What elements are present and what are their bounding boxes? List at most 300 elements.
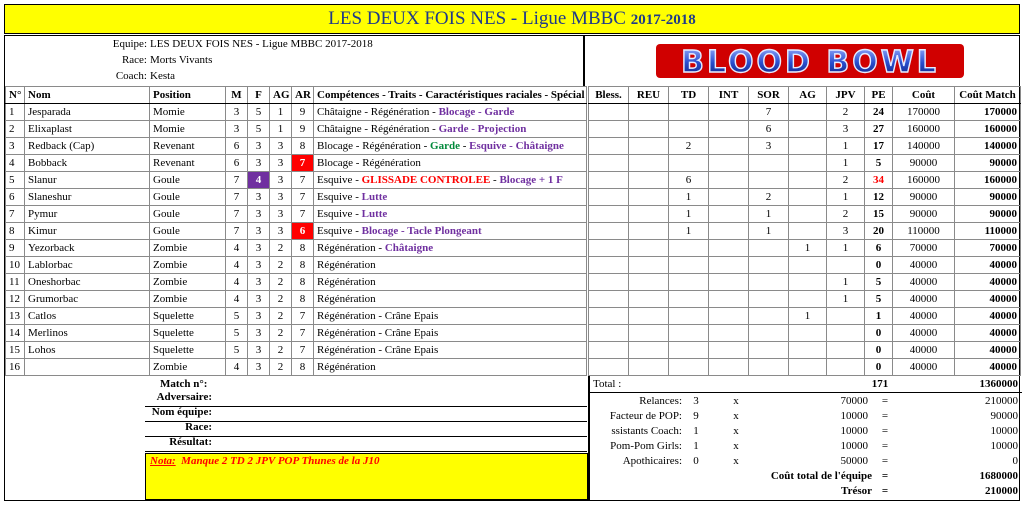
stat-sor: 7 [749,104,789,121]
stat-agp [789,223,827,240]
table-row [589,240,1021,257]
player-skills [314,240,587,257]
stat-match: 140000 [955,138,1021,155]
totals-row-label: Pom-Pom Girls: [610,440,682,452]
totals-row-label: Apothicaires: [622,455,682,467]
stat-match: 70000 [955,240,1021,257]
stat-jpv [827,342,865,359]
stat-td: 6 [669,172,709,189]
skill-text: Garde [430,140,460,152]
player-position: Zombie [150,359,226,376]
table-row [6,206,587,223]
table-header-row [589,87,1021,104]
stat-td [669,342,709,359]
stat-sor [749,308,789,325]
column-header: Position [150,87,226,104]
stat-ag: 3 [270,223,292,240]
stat-reu [629,121,669,138]
stat-reu [629,104,669,121]
stat-agp [789,342,827,359]
skill-text: Lutte [361,208,388,220]
stat-td: 1 [669,189,709,206]
tresor-label: Trésor [841,485,872,497]
player-position: Zombie [150,291,226,308]
stat-f: 3 [248,308,270,325]
stat-pe: 15 [865,206,893,223]
player-number: 6 [6,189,25,206]
stat-ag: 3 [270,206,292,223]
stat-agp: 1 [789,308,827,325]
player-skills [314,121,587,138]
player-number: 11 [6,274,25,291]
stat-agp [789,104,827,121]
table-row [589,359,1021,376]
column-header: REU [629,87,669,104]
stat-int [709,155,749,172]
stat-sor [749,155,789,172]
skill-text: GLISSADE CONTROLEE [361,174,491,186]
note-text: Manque 2 TD 2 JPV POP Thunes de la J10 [181,455,380,467]
stat-jpv: 1 [827,274,865,291]
stat-reu [629,189,669,206]
stat-pe: 20 [865,223,893,240]
total-cout: 1360000 [979,378,1018,390]
player-number: 4 [6,155,25,172]
column-header: SOR [749,87,789,104]
stat-td [669,274,709,291]
stat-ar: 7 [292,342,314,359]
totals-row-eq: = [881,425,889,437]
stat-jpv: 1 [827,155,865,172]
table-row [6,240,587,257]
player-name: Yezorback [25,240,150,257]
table-row [6,172,587,189]
table-row [6,104,587,121]
skill-text: Esquive - [317,191,362,203]
player-name: Grumorbac [25,291,150,308]
stat-pe: 17 [865,138,893,155]
player-number: 3 [6,138,25,155]
stat-f: 3 [248,342,270,359]
stat-td [669,257,709,274]
stat-ar: 8 [292,359,314,376]
player-name: Oneshorbac [25,274,150,291]
skill-text: Régénération - Crâne Epais [317,310,439,322]
player-number: 10 [6,257,25,274]
table-row [589,342,1021,359]
stat-pe: 0 [865,257,893,274]
stat-cout: 40000 [893,342,955,359]
stat-bless [589,274,629,291]
table-row [6,138,587,155]
totals-row-price: 10000 [840,425,868,437]
stat-cout: 90000 [893,189,955,206]
player-name: Jesparada [25,104,150,121]
player-number: 8 [6,223,25,240]
column-header: AG [270,87,292,104]
stat-match: 170000 [955,104,1021,121]
skill-text: - [459,140,470,152]
stat-pe: 27 [865,121,893,138]
totals-row [590,439,1022,454]
stat-cout: 70000 [893,240,955,257]
player-position: Zombie [150,257,226,274]
stat-reu [629,308,669,325]
stat-ar: 8 [292,138,314,155]
stat-jpv: 2 [827,172,865,189]
stat-bless [589,291,629,308]
stat-pe: 5 [865,155,893,172]
player-number: 2 [6,121,25,138]
stat-f: 3 [248,189,270,206]
stat-int [709,121,749,138]
stat-agp [789,189,827,206]
stat-bless [589,155,629,172]
cout-total-value: 1680000 [979,470,1018,482]
stat-match: 90000 [955,206,1021,223]
player-skills [314,189,587,206]
stat-int [709,104,749,121]
stat-reu [629,172,669,189]
resultat-label: Résultat: [169,436,212,448]
totals-row-qty: 0 [693,455,699,467]
stat-ag: 3 [270,155,292,172]
skill-text: Régénération - [317,242,385,254]
skill-text: Blocage - Régénération - [317,140,431,152]
totals-row-qty: 9 [693,410,699,422]
player-name: Slanur [25,172,150,189]
equipe-value: LES DEUX FOIS NES - Ligue MBBC 2017-2018 [150,38,373,50]
totals-row-price: 10000 [840,440,868,452]
stat-sor [749,291,789,308]
stat-bless [589,138,629,155]
stat-m: 4 [226,257,248,274]
stat-int [709,308,749,325]
player-number: 15 [6,342,25,359]
stat-m: 4 [226,240,248,257]
stat-agp [789,172,827,189]
stat-agp [789,138,827,155]
stat-sor [749,257,789,274]
stat-bless [589,342,629,359]
stat-cout: 40000 [893,359,955,376]
stat-f: 3 [248,223,270,240]
stat-pe: 0 [865,342,893,359]
table-row [6,308,587,325]
stat-f: 3 [248,291,270,308]
race-match-label: Race: [185,421,212,433]
stat-reu [629,359,669,376]
stat-f: 5 [248,104,270,121]
player-position: Zombie [150,240,226,257]
stat-int [709,206,749,223]
player-name: Lohos [25,342,150,359]
totals-row-eq: = [881,410,889,422]
title-main: LES DEUX FOIS NES - Ligue MBBC [328,8,626,29]
stat-f: 3 [248,359,270,376]
skill-text: Garde - Projection [438,123,527,135]
stat-m: 5 [226,325,248,342]
stat-jpv: 2 [827,206,865,223]
stat-agp [789,155,827,172]
table-row [589,104,1021,121]
totals-row-x: x [733,395,739,407]
stat-agp [789,359,827,376]
stat-ag: 2 [270,257,292,274]
skill-text: - [490,174,500,186]
stat-bless [589,172,629,189]
stat-ag: 1 [270,121,292,138]
stat-bless [589,189,629,206]
stat-f: 3 [248,325,270,342]
stat-agp [789,291,827,308]
table-row [6,359,587,376]
stat-reu [629,274,669,291]
stat-ag: 3 [270,189,292,206]
stat-f: 3 [248,206,270,223]
stat-m: 7 [226,223,248,240]
totals-row-label: ssistants Coach: [611,425,682,437]
stat-td [669,359,709,376]
column-header: Nom [25,87,150,104]
stat-bless [589,121,629,138]
player-skills [314,104,587,121]
adversaire-label: Adversaire: [156,391,212,403]
note-box [145,453,588,500]
table-row [589,274,1021,291]
cout-total-label: Coût total de l'équipe [770,470,872,482]
column-header: INT [709,87,749,104]
stat-f: 3 [248,155,270,172]
skill-text: Régénération [317,293,376,305]
player-name: Slaneshur [25,189,150,206]
stat-match: 40000 [955,325,1021,342]
player-position: Goule [150,189,226,206]
stat-td [669,325,709,342]
race-label: Race: [121,54,147,66]
stat-m: 4 [226,274,248,291]
stat-reu [629,223,669,240]
player-skills [314,223,587,240]
stat-int [709,138,749,155]
stat-f: 4 [248,172,270,189]
player-number: 14 [6,325,25,342]
stat-m: 4 [226,359,248,376]
table-row [6,155,587,172]
totals-row [590,409,1022,424]
table-row [589,189,1021,206]
stat-td [669,308,709,325]
stat-jpv: 1 [827,189,865,206]
player-number: 12 [6,291,25,308]
team-info [5,36,585,86]
stat-bless [589,325,629,342]
column-header: Bless. [589,87,629,104]
stat-ar: 7 [292,189,314,206]
stat-td [669,121,709,138]
player-number: 5 [6,172,25,189]
stat-agp: 1 [789,240,827,257]
stat-ar: 8 [292,257,314,274]
table-row [589,257,1021,274]
stat-reu [629,240,669,257]
stat-sor: 1 [749,223,789,240]
column-header: M [226,87,248,104]
stat-ar: 7 [292,206,314,223]
totals-row-total: 10000 [990,440,1018,452]
stat-bless [589,359,629,376]
totals-row-total: 90000 [990,410,1018,422]
stat-ar: 8 [292,274,314,291]
player-position: Momie [150,121,226,138]
stat-ar: 9 [292,104,314,121]
stat-sor [749,342,789,359]
column-header: F [248,87,270,104]
stat-f: 3 [248,274,270,291]
note-label: Nota: [150,455,176,467]
column-header: Coût Match [955,87,1021,104]
stat-cout: 90000 [893,206,955,223]
stat-ag: 2 [270,342,292,359]
coach-value: Kesta [150,70,176,82]
stat-cout: 170000 [893,104,955,121]
stat-sor: 6 [749,121,789,138]
player-skills [314,138,587,155]
skill-text: Blocage - Garde [438,106,515,118]
stat-agp [789,121,827,138]
stat-match: 90000 [955,189,1021,206]
stat-int [709,240,749,257]
totals-row-label: Relances: [639,395,682,407]
stat-jpv: 1 [827,138,865,155]
stat-f: 3 [248,257,270,274]
stat-sor [749,325,789,342]
player-name: Kimur [25,223,150,240]
stat-pe: 6 [865,240,893,257]
player-name: Merlinos [25,325,150,342]
table-row [589,172,1021,189]
players-table-left [5,86,587,376]
skill-text: Régénération - Crâne Epais [317,327,439,339]
stat-ag: 3 [270,172,292,189]
column-header: AR [292,87,314,104]
table-row [6,121,587,138]
stat-int [709,325,749,342]
stat-int [709,359,749,376]
skill-text: Esquive - [317,174,362,186]
stat-cout: 160000 [893,172,955,189]
totals-row-x: x [733,410,739,422]
stat-m: 7 [226,172,248,189]
stat-int [709,223,749,240]
total-pe: 171 [871,378,889,390]
skill-text: Régénération [317,361,376,373]
totals-row-eq: = [881,440,889,452]
player-name: Elixaplast [25,121,150,138]
table-row [589,223,1021,240]
stat-pe: 5 [865,274,893,291]
totals-row-eq: = [881,395,889,407]
stat-match: 40000 [955,342,1021,359]
stat-ar: 8 [292,291,314,308]
stat-ag: 2 [270,274,292,291]
stat-reu [629,155,669,172]
player-position: Squelette [150,342,226,359]
stat-f: 3 [248,240,270,257]
player-name: Redback (Cap) [25,138,150,155]
skill-text: Châtaigne - Régénération - [317,123,439,135]
stat-bless [589,240,629,257]
stat-f: 5 [248,121,270,138]
stat-jpv [827,359,865,376]
stat-bless [589,223,629,240]
stat-sor: 2 [749,189,789,206]
player-skills [314,206,587,223]
player-skills [314,155,587,172]
stat-match: 40000 [955,291,1021,308]
stat-jpv: 3 [827,223,865,240]
stat-td [669,155,709,172]
skill-text: Régénération [317,259,376,271]
player-position: Goule [150,206,226,223]
stat-cout: 160000 [893,121,955,138]
stat-jpv [827,308,865,325]
player-number: 1 [6,104,25,121]
player-skills [314,257,587,274]
stat-m: 6 [226,138,248,155]
stat-match: 160000 [955,172,1021,189]
players-table-right [588,86,1021,376]
stat-ag: 1 [270,104,292,121]
stat-m: 5 [226,342,248,359]
stat-bless [589,308,629,325]
player-skills [314,291,587,308]
stat-jpv: 1 [827,240,865,257]
stat-agp [789,257,827,274]
player-position: Goule [150,223,226,240]
totals-row-qty: 1 [693,440,699,452]
stat-match: 160000 [955,121,1021,138]
player-name: Lablorbac [25,257,150,274]
stat-pe: 0 [865,325,893,342]
skill-text: Lutte [361,191,388,203]
stat-jpv [827,325,865,342]
stat-jpv: 2 [827,104,865,121]
stat-pe: 1 [865,308,893,325]
skill-text: Régénération [317,276,376,288]
stat-cout: 140000 [893,138,955,155]
equipe-label: Equipe: [112,38,147,50]
stat-td [669,104,709,121]
stat-agp [789,206,827,223]
stat-sor [749,172,789,189]
player-skills [314,308,587,325]
totals-row-qty: 3 [693,395,699,407]
coach-label: Coach: [115,70,147,82]
skill-text: Esquive - Châtaigne [469,140,564,152]
column-header: AG [789,87,827,104]
stat-m: 7 [226,189,248,206]
totals-row-x: x [733,440,739,452]
stat-reu [629,291,669,308]
player-position: Squelette [150,325,226,342]
stat-pe: 24 [865,104,893,121]
stat-sor: 1 [749,206,789,223]
tresor-value: 210000 [985,485,1018,497]
player-name [25,359,150,376]
stat-bless [589,104,629,121]
total-label: Total : [593,378,622,390]
